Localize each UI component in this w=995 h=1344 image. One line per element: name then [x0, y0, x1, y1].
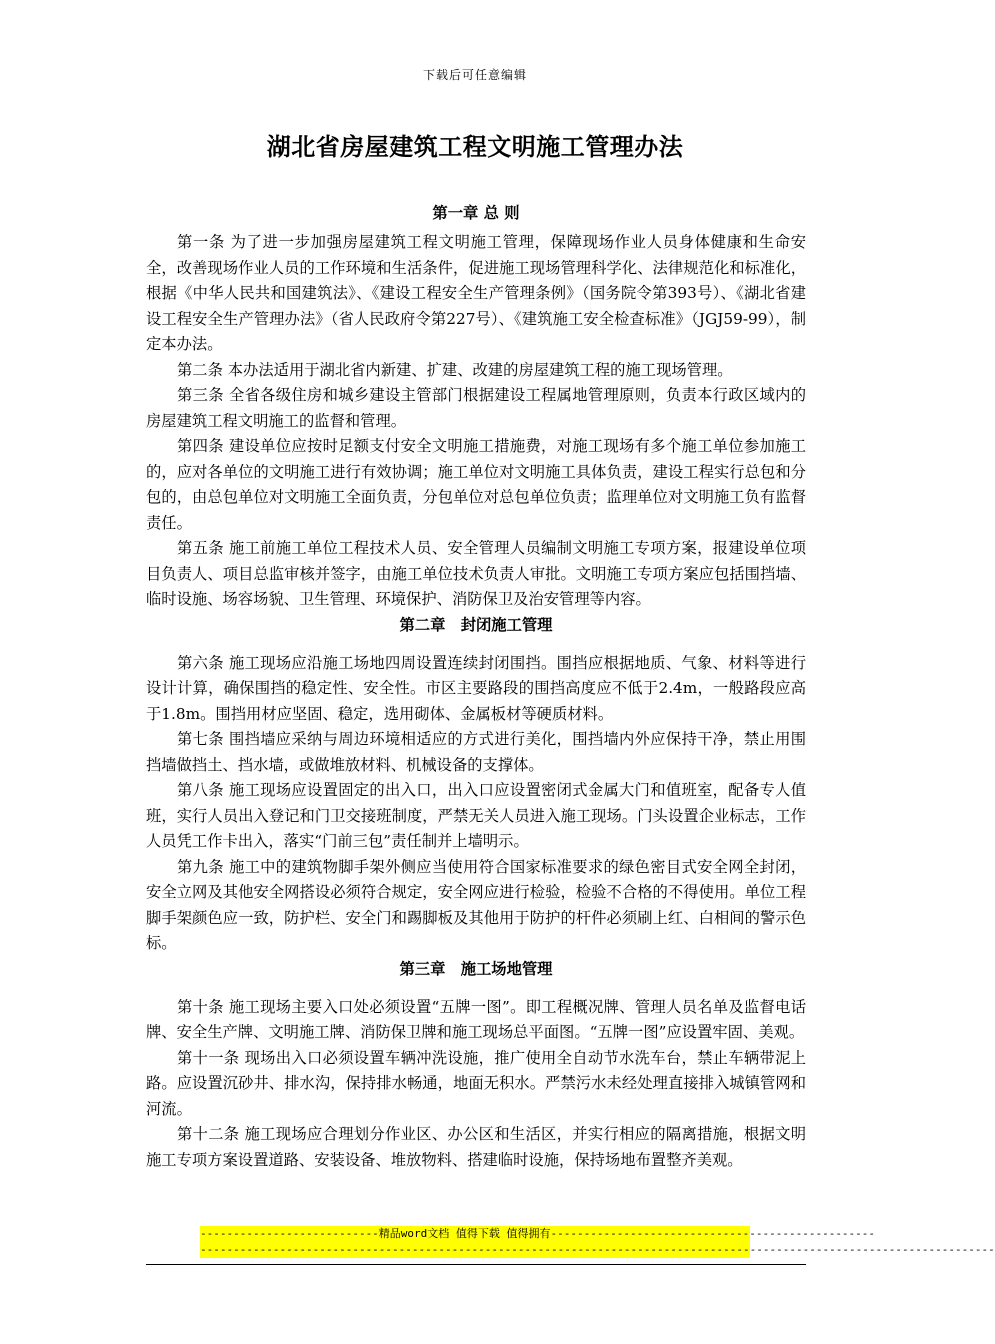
article-5: 第五条 施工前施工单位工程技术人员、安全管理人员编制文明施工专项方案，报建设单位项目负责人、项目总监审核并签字，由施工单位技术负责人审批。文明施工专项方案应包括围挡墙、临时设施、场容场貌、卫生管理、环境保护、消防保卫及治安管理等内容。 [146, 539, 806, 608]
footer-banner-line-2: ------------------------------------------------------------------------------------------------------------------------ [200, 1243, 995, 1256]
chapter-heading-1: 第一章 总 则 [432, 204, 520, 222]
article-6: 第六条 施工现场应沿施工场地四周设置连续封闭围挡。围挡应根据地质、气象、材料等进行设计计算，确保围挡的稳定性、安全性。市区主要路段的围挡高度应不低于2.4m，一般路段应高于1.8m。围挡用材应坚固、稳定，选用砌体、金属板材等硬质材料。 [146, 653, 806, 723]
header-note: 下载后可任意编辑 [422, 68, 527, 82]
article-1: 第一条 为了进一步加强房屋建筑工程文明施工管理，保障现场作业人员身体健康和生命安全，改善现场作业人员的工作环境和生活条件，促进施工现场管理科学化、法律规范化和标准化，根据《中华人民共和国建筑法》、《建设工程安全生产管理条例》（国务院令第393号）、《湖北省建设工程安全生产管理办法》（省人民政府令第227号）、《建筑施工安全检查标准》（JGJ59-99），制定本办法。 [146, 233, 806, 353]
article-2: 第二条 本办法适用于湖北省内新建、扩建、改建的房屋建筑工程的施工现场管理。 [177, 360, 733, 379]
article-3: 第三条 全省各级住房和城乡建设主管部门根据建设工程属地管理原则，负责本行政区域内的房屋建筑工程文明施工的监督和管理。 [146, 386, 806, 430]
article-12: 第十二条 施工现场应合理划分作业区、办公区和生活区，并实行相应的隔离措施，根据文明施工专项方案设置道路、安装设备、堆放物料、搭建临时设施，保持场地布置整齐美观。 [146, 1125, 806, 1169]
footer-banner-line-1: ---------------------------精品word文档 值得下载 值得拥有------------------------------------------------- [200, 1227, 876, 1240]
document-title: 湖北省房屋建筑工程文明施工管理办法 [266, 132, 684, 161]
article-9: 第九条 施工中的建筑物脚手架外侧应当使用符合国家标准要求的绿色密目式安全网全封闭，安全立网及其他安全网搭设必须符合规定，安全网应进行检验，检验不合格的不得使用。单位工程脚手架颜色应一致，防护栏、安全门和踢脚板及其他用于防护的杆件必须刷上红、白相间的警示色标。 [146, 857, 806, 952]
article-8: 第八条 施工现场应设置固定的出入口，出入口应设置密闭式金属大门和值班室，配备专人值班，实行人员出入登记和门卫交接班制度，严禁无关人员进入施工现场。门头设置企业标志，工作人员凭工作卡出入，落实“门前三包”责任制并上墙明示。 [146, 781, 806, 850]
footer-banner [200, 1226, 995, 1258]
chapter-heading-3: 第三章 施工场地管理 [399, 959, 553, 978]
chapter-heading-2: 第二章 封闭施工管理 [399, 615, 553, 634]
article-4: 第四条 建设单位应按时足额支付安全文明施工措施费，对施工现场有多个施工单位参加施工的，应对各单位的文明施工进行有效协调；施工单位对文明施工具体负责，建设工程实行总包和分包的，由总包单位对文明施工全面负责，分包单位对总包单位负责；监理单位对文明施工负有监督责任。 [146, 437, 806, 532]
footer-divider [146, 1264, 806, 1265]
article-10: 第十条 施工现场主要入口处必须设置“五牌一图”。即工程概况牌、管理人员名单及监督电话牌、安全生产牌、文明施工牌、消防保卫牌和施工现场总平面图。“五牌一图”应设置牢固、美观。 [146, 997, 806, 1041]
document-body [146, 196, 806, 1173]
article-7: 第七条 围挡墙应采纳与周边环境相适应的方式进行美化，围挡墙内外应保持干净，禁止用围挡墙做挡土、挡水墙，或做堆放材料、机械设备的支撑体。 [146, 730, 806, 774]
article-11: 第十一条 现场出入口必须设置车辆冲洗设施，推广使用全自动节水洗车台，禁止车辆带泥上路。应设置沉砂井、排水沟，保持排水畅通，地面无积水。严禁污水未经处理直接排入城镇管网和河流。 [146, 1048, 806, 1118]
